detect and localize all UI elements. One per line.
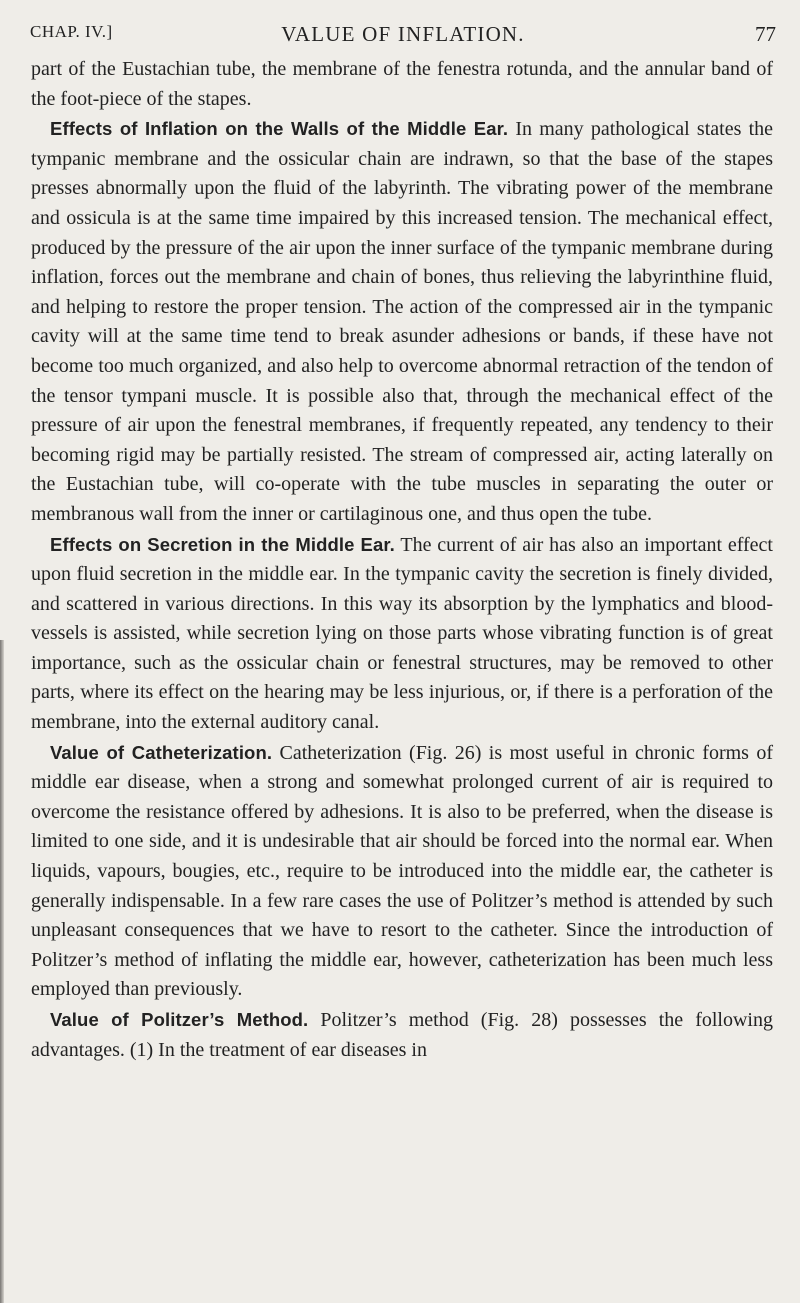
paragraph-continuation [31,55,773,114]
paragraph-text: In many pathological states the tympanic membrane and the ossicular chain are indrawn, so that the base of the stapes presses abnormally upon the fluid of the labyrinth. The vibrating power of the membrane and ossicula is at the same time impaired by this increased tension. The mechanical effect, produced by the pressure of the air upon the inner surface of the tympanic membrane during inflation, forces out the membrane and chain of bones, thus relieving the labyrinthine fluid, and helping to restore the proper tension. The action of the compressed air in the tympanic cavity will at the same time tend to break asunder adhesions or bands, if these have not become too much organized, and also help to overcome abnormal retraction of the tendon of the tensor tympani muscle. It is possible also that, through the mechanical effect of the pressure of air upon the fenestral membranes, if frequently repeated, any tendency to their becoming rigid may be partially resisted. The stream of compressed air, acting laterally on the Eustachian tube, will co-operate with the tube muscles in separating the outer or membranous wall from the inner or cartilaginous one, and thus open the tube. [31,118,774,525]
page-title: VALUE OF INFLATION. [281,22,525,46]
paragraph-text: part of the Eustachian tube, the membrane of the fenestra rotunda, and the annular band of the foot-piece of the stapes. [31,58,773,110]
paragraph-inflation-walls [31,114,773,529]
paragraph-text: Catheterization (Fig. 26) is most useful in chronic forms of middle ear disease, when a strong and somewhat prolonged current of air is required to overcome the resistance offered by adhesions. It is also to be preferred, when the disease is limited to one side, and it is undesirable that air should be forced into the normal ear. When liquids, vapours, bougies, etc., require to be introduced into the middle ear, the catheter is generally indispensable. In a few rare cases the use of Politzer’s method is attended by such unpleasant consequences that we have to resort to the catheter. Since the introduction of Politzer’s method of inflating the middle ear, however, catheterization has been much less employed than previously. [31,741,773,1001]
section-heading: Effects on Secretion in the Middle Ear. [50,533,395,555]
paragraph-text: The current of air has also an important effect upon fluid secretion in the middle ear. In the tympanic cavity the secretion is finely divided, and scattered in various directions. In this way its absorption by the lymphatics and blood-vessels is assisted, while secretion lying on those parts whose vibrating function is of great importance, such as the ossicular chain or fenestral structures, may be removed to other parts, where its effect on the hearing may be less injurious, or, if there is a perforation of the membrane, into the external auditory canal. [31,533,773,734]
paragraph-text: Politzer’s method (Fig. 28) possesses the following advantages. (1) In the treatment of ear diseases in [31,1009,773,1061]
paragraph-politzer [31,1005,773,1065]
running-head [30,22,776,52]
paragraph-catheterization [31,738,773,1005]
book-spine-shadow [0,640,4,1303]
page-number: 77 [755,22,776,46]
chapter-label: CHAP. IV.] [30,22,113,41]
section-heading: Value of Politzer’s Method. [50,1009,309,1030]
body-text [31,55,773,1065]
section-heading: Value of Catheterization. [50,741,273,763]
paragraph-secretion [31,530,773,738]
section-heading: Effects of Inflation on the Walls of the Middle Ear. [50,118,509,140]
